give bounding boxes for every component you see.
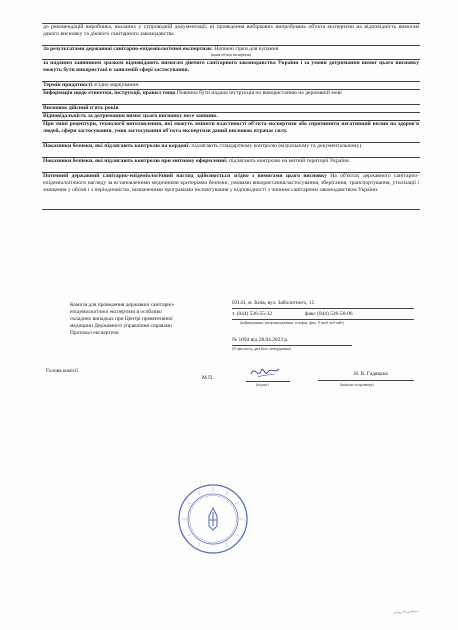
border-control-row [42, 143, 420, 158]
customs-control-row [42, 158, 420, 173]
shelf-life-value: згідно маркування. [94, 82, 140, 88]
shelf-life-row [42, 82, 420, 90]
signature-line [246, 381, 290, 382]
phone-underline [232, 319, 414, 320]
validity-text: Висновок дійсний п'ять років [43, 105, 119, 111]
compliance-row [42, 60, 420, 82]
name-caption: (ініціали та прізвище) [340, 383, 374, 387]
changes-text: При зміні рецептури, технології виготовлення, які можуть змінити властивості об'єкта експертизи або спричинити негативний вплив на здоров'я людей, сфери застосування, умов застосування об'єкта експертизи даний висновок втрачає силу. [43, 121, 419, 135]
commission-line-1: Комісія для проведення державної санітарно- [70, 302, 175, 308]
label-info-label: Інформація щодо етикетки, інструкції, правил тощо [43, 90, 176, 96]
conclusion-table [42, 23, 420, 210]
recommendations-text: до рекомендацій виробника, вказаних у супровідній документації; в) проведення вибіркових випробувань об'єкта експертизи на відповідність вимогам даного висновку та діючого санітарного законодавства [43, 24, 419, 38]
border-control-label: Показники безпеки, які підлягають контролю на кордоні: [43, 143, 190, 149]
commission-block [70, 302, 230, 337]
official-stamp [176, 482, 250, 556]
protocol-number: № 1094 від 28.04.2023 р. [232, 337, 289, 343]
customs-control-value: підлягають контролю на митній території України. [229, 158, 351, 164]
commission-line-5: Протокол експертизи [70, 330, 119, 337]
phone: т. (044) 526-55-32 [232, 311, 273, 317]
responsibility-row [42, 113, 420, 121]
head-of-commission: Голова комісії [46, 368, 79, 374]
commission-line-3: складних випадках при Центрі превентивної [70, 316, 173, 323]
results-row [42, 46, 420, 60]
label-info-value: Повинна бути надана інструкція по використанню на державній мові [176, 90, 342, 96]
customs-control-label: Показники безпеки, які підлягають контролю при митному оформленні: [43, 158, 228, 164]
supervision-row [42, 173, 420, 210]
compliance-text: за наданим заявником зразком відповідають вимогам діючого санітарного законодавства України і за умови дотримання вимог цього висновку можуть бути використані в заявленій сфері застосування. [43, 60, 419, 74]
object-name-caption: (назва об'єкта експертизи) [210, 53, 252, 58]
contacts-caption: (найменування, місцезнаходження, телефон, факс, E-mail, веб-сайт) [240, 321, 344, 325]
commission-line-4: медицини Державного управління справами [70, 323, 172, 330]
commission-head-name: Н. В. Гадяцька [354, 371, 388, 377]
shelf-life-label: Термін придатності [43, 82, 93, 88]
validity-row [42, 105, 420, 113]
results-label: За результатами державної санітарно-епідеміологічної експертизи: [43, 46, 213, 52]
recommendations-row [42, 24, 420, 46]
protocol-caption: (N протоколу, дата його затвердження) [232, 347, 292, 351]
corner-scribble [392, 606, 420, 618]
commission-line-2: епідеміологічної експертизи в особливо [70, 309, 162, 316]
object-name: Натяжні гірки для купання [214, 46, 279, 52]
responsibility-text: Відповідальність за дотримання вимог цього висновку несе заявник. [43, 113, 218, 119]
address-underline [232, 308, 414, 309]
fax: факс (044) 526-50-06 [305, 311, 353, 317]
border-control-value: підлягають стандартному контролю (візуальному та документальному). [191, 143, 363, 149]
address: 03143, м. Київ, вул. Заболотного, 15 [232, 300, 315, 306]
protocol-underline [232, 345, 352, 346]
mp-mark: М.П. [202, 375, 214, 381]
supervision-label: Поточний державний санітарно-епідеміологічний нагляд здійснюється згідно з вимогами цього висновку [43, 173, 327, 179]
label-info-row [42, 90, 420, 105]
changes-row [42, 121, 420, 143]
supervision-value: На об'єктах державного санітарно-епідеміологічного нагляду за встановленими медичними критеріями безпеки, умовами використання/застосування, зберігання, транспортування, утилізації і знищення у обсязі і з періодичністю, визначеними програмами інспектування у відповідності з чинним санітарним законодавством України. [43, 173, 419, 194]
signature-caption: (підпис) [256, 383, 269, 387]
name-underline [318, 380, 414, 381]
